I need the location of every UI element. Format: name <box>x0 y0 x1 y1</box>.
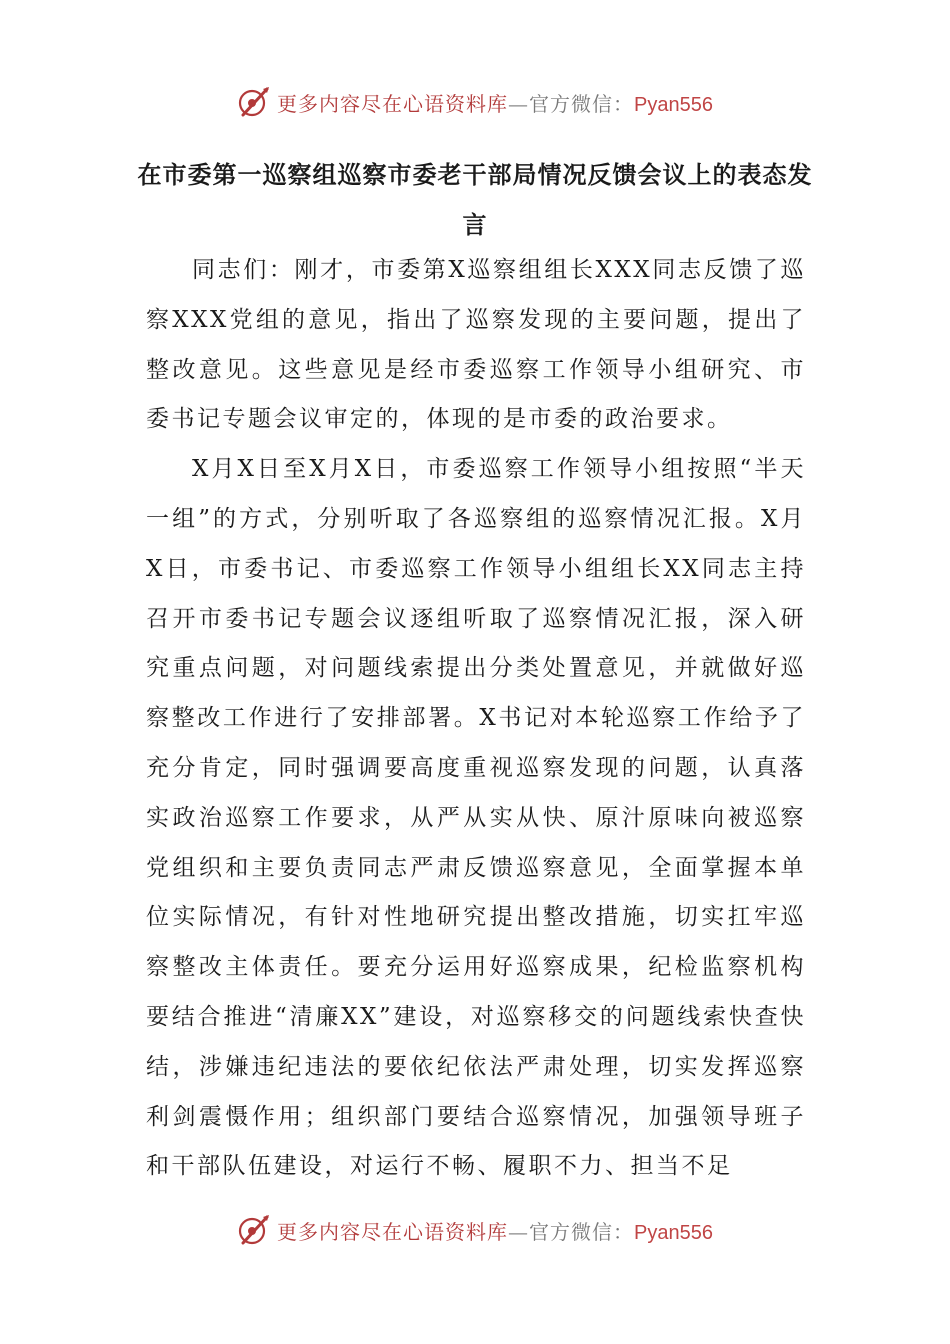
pen-circle-logo-icon <box>237 1213 271 1247</box>
document-title: 在市委第一巡察组巡察市委老干部局情况反馈会议上的表态发言 <box>137 161 813 239</box>
watermark-main: 更多内容尽在心语资料库 <box>277 1219 509 1244</box>
watermark-text <box>277 1216 713 1245</box>
watermark-banner-bottom <box>0 1210 950 1250</box>
watermark-banner-top <box>0 82 950 122</box>
pen-circle-logo-icon <box>237 85 271 119</box>
paragraph: 同志们：刚才，市委第X巡察组组长XXX同志反馈了巡察XXX党组的意见，指出了巡察发现的主要问题，提出了整改意见。这些意见是经市委巡察工作领导小组研究、市委书记专题会议审定的，体现的是市委的政治要求。 <box>146 257 806 433</box>
watermark-text <box>277 88 713 117</box>
watermark-id: Pyan556 <box>634 1221 713 1244</box>
watermark-main: 更多内容尽在心语资料库 <box>277 91 509 116</box>
watermark-separator: — <box>508 1219 530 1244</box>
watermark-separator: — <box>508 91 530 116</box>
watermark-id: Pyan556 <box>634 93 713 116</box>
document-body <box>146 246 806 1192</box>
watermark-label: 官方微信： <box>529 1219 635 1244</box>
paragraph: X月X日至X月X日，市委巡察工作领导小组按照“半天一组”的方式，分别听取了各巡察组的巡察情况汇报。X月X日，市委书记、市委巡察工作领导小组组长XX同志主持召开市委书记专题会议逐组听取了巡察情况汇报，深入研究重点问题，对问题线索提出分类处置意见，并就做好巡察整改工作进行了安排部署。X书记对本轮巡察工作给予了充分肯定，同时强调要高度重视巡察发现的问题，认真落实政治巡察工作要求，从严从实从快、原汁原味向被巡察党组织和主要负责同志严肃反馈巡察意见，全面掌握本单位实际情况，有针对性地研究提出整改措施，切实扛牢巡察整改主体责任。要充分运用好巡察成果，纪检监察机构要结合推进“清廉XX”建设，对巡察移交的问题线索快查快结，涉嫌违纪违法的要依纪依法严肃处理，切实发挥巡察利剑震慑作用；组织部门要结合巡察情况，加强领导班子和干部队伍建设，对运行不畅、履职不力、担当不足 <box>146 456 806 1180</box>
watermark-label: 官方微信： <box>529 91 635 116</box>
